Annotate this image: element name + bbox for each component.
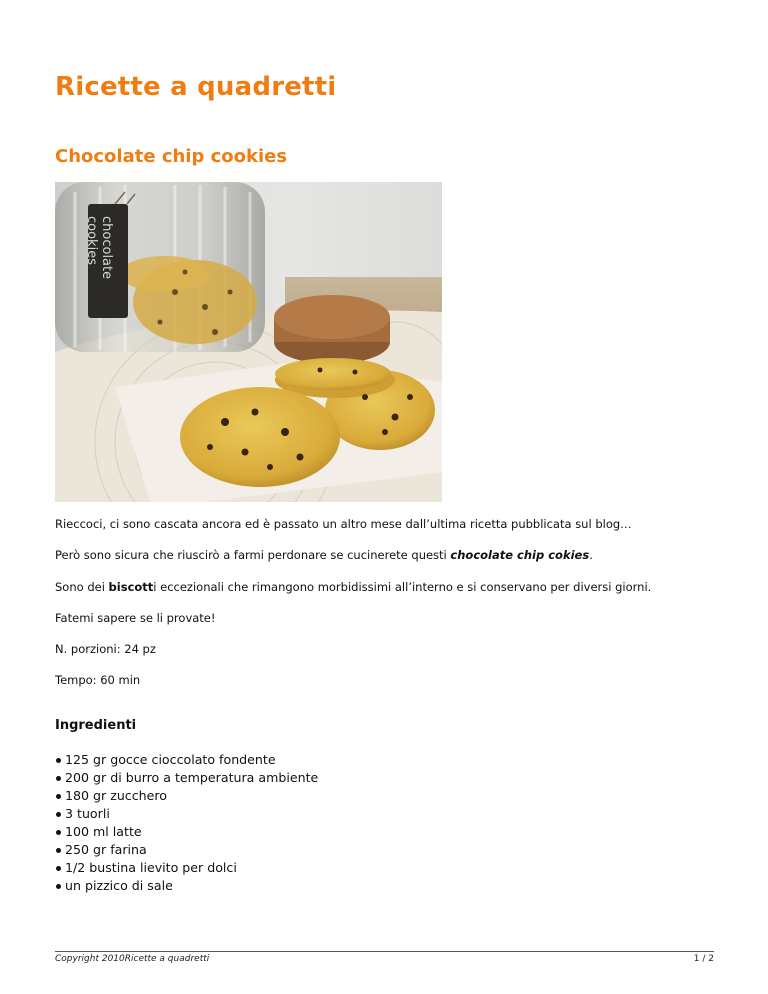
- ingredient-text: 125 gr gocce cioccolato fondente: [65, 752, 276, 767]
- footer-copyright: Copyright 2010Ricette a quadretti: [55, 954, 210, 964]
- ingredients-list: [55, 751, 318, 895]
- post-title: Chocolate chip cookies: [55, 146, 288, 167]
- bullet-icon: [56, 758, 61, 763]
- list-item: [55, 787, 318, 805]
- list-item: [55, 805, 318, 823]
- p3-text-after: i eccezionali che rimangono morbidissimi all’interno e si conservano per diversi giorni.: [153, 580, 652, 594]
- bullet-icon: [56, 830, 61, 835]
- footer-divider: [55, 951, 714, 952]
- ingredient-text: 1/2 bustina lievito per dolci: [65, 860, 237, 875]
- p2-text-before: Però sono sicura che riuscirò a farmi perdonare se cucinerete questi: [55, 548, 451, 562]
- bullet-icon: [56, 776, 61, 781]
- p2-emphasis: chocolate chip cokies: [450, 548, 590, 562]
- ingredient-text: 250 gr farina: [65, 842, 147, 857]
- list-item: [55, 751, 318, 769]
- ingredient-text: 180 gr zucchero: [65, 788, 167, 803]
- ingredient-text: 200 gr di burro a temperatura ambiente: [65, 770, 319, 785]
- ingredient-text: un pizzico di sale: [65, 878, 173, 893]
- servings: N. porzioni: 24 pz: [55, 642, 156, 656]
- intro-paragraph: Rieccoci, ci sono cascata ancora ed è passato un altro mese dall’ultima ricetta pubblicata sul blog…: [55, 517, 632, 531]
- list-item: [55, 769, 318, 787]
- page-number: 1 / 2: [693, 954, 714, 964]
- paragraph-2: [55, 548, 593, 562]
- list-item: [55, 877, 318, 895]
- bullet-icon: [56, 812, 61, 817]
- list-item: [55, 823, 318, 841]
- p2-text-after: .: [589, 548, 593, 562]
- p3-text-before: Sono dei: [55, 580, 109, 594]
- list-item: [55, 859, 318, 877]
- recipe-photo: [55, 182, 442, 502]
- bullet-icon: [56, 794, 61, 799]
- bullet-icon: [56, 884, 61, 889]
- label-line-2: cookies: [84, 216, 99, 265]
- site-title: Ricette a quadretti: [55, 72, 337, 102]
- ingredient-text: 100 ml latte: [65, 824, 142, 839]
- ingredients-title: Ingredienti: [55, 718, 137, 733]
- label-line-1: chocolate: [99, 216, 114, 280]
- bullet-icon: [56, 866, 61, 871]
- p3-bold: biscott: [108, 580, 154, 594]
- paragraph-4: Fatemi sapere se li provate!: [55, 611, 216, 625]
- bullet-icon: [56, 848, 61, 853]
- list-item: [55, 841, 318, 859]
- ingredient-text: 3 tuorli: [65, 806, 110, 821]
- paragraph-3: [55, 580, 651, 594]
- prep-time: Tempo: 60 min: [55, 673, 141, 687]
